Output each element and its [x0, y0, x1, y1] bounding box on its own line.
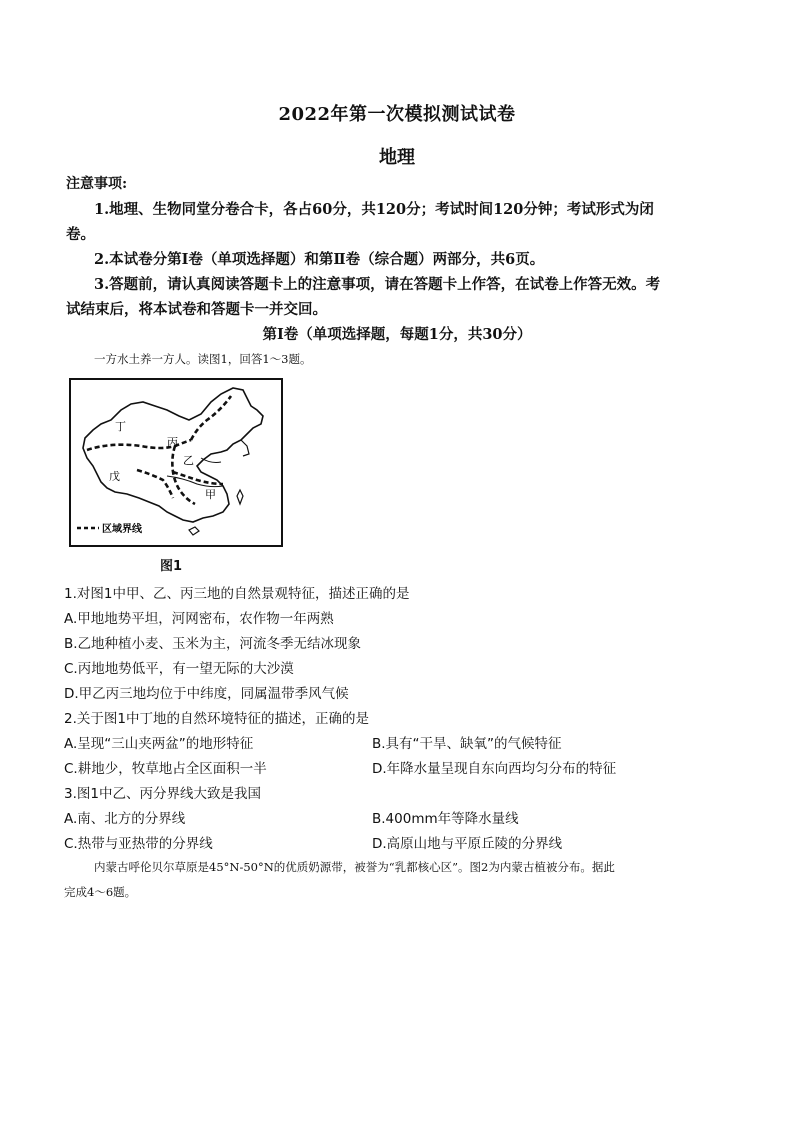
region-boundary-line	[137, 470, 173, 498]
question-3-option-a: A.南、北方的分界线	[64, 811, 186, 827]
region-label-ding: 丁	[115, 420, 126, 433]
question-2-option-a: A.呈现“三山夹两盆”的地形特征	[64, 736, 254, 752]
section-2-intro-line-1: 内蒙古呼伦贝尔草原是45°N-50°N的优质奶源带，被誉为“乳都核心区”。图2为内蒙古植被分布。据此	[94, 860, 615, 874]
notice-item-1-line-2: 卷。	[66, 226, 95, 243]
region-label-bing: 丙	[167, 436, 178, 449]
question-1-option-b: B.乙地种植小麦、玉米为主，河流冬季无结冰现象	[64, 636, 362, 652]
question-2-option-b: B.具有“干旱、缺氧”的气候特征	[372, 736, 562, 752]
notice-heading: 注意事项:	[66, 176, 128, 192]
question-1-option-a: A.甲地地势平坦，河网密布，农作物一年两熟	[64, 611, 334, 627]
region-label-jia: 甲	[205, 488, 216, 501]
map-coast-detail	[241, 440, 249, 456]
question-1-option-c: C.丙地地势低平，有一望无际的大沙漠	[64, 661, 294, 677]
question-2-stem: 2.关于图1中丁地的自然环境特征的描述，正确的是	[64, 711, 369, 727]
taiwan-island	[237, 490, 243, 504]
question-2-option-d: D.年降水量呈现自东向西均匀分布的特征	[372, 761, 617, 777]
region-label-wu: 戊	[109, 470, 120, 483]
exam-subject: 地理	[379, 147, 415, 168]
figure-1-map	[69, 378, 283, 547]
section-1-intro: 一方水土养一方人。读图1，回答1～3题。	[94, 352, 312, 366]
question-3-option-c: C.热带与亚热带的分界线	[64, 836, 213, 852]
section-1-title: 第Ⅰ卷（单项选择题，每题1分，共30分）	[262, 326, 532, 343]
question-3-option-d: D.高原山地与平原丘陵的分界线	[372, 836, 563, 852]
question-2-option-c: C.耕地少，牧草地占全区面积一半	[64, 761, 267, 777]
exam-title: 2022年第一次模拟测试试卷	[278, 104, 516, 125]
hainan-island	[189, 527, 199, 535]
legend-label: 区域界线	[102, 524, 142, 535]
notice-item-1-line-1: 1.地理、生物同堂分卷合卡，各占60分，共120分；考试时间120分钟；考试形式为闭	[94, 201, 654, 218]
notice-item-3-line-2: 试结束后，将本试卷和答题卡一并交回。	[66, 301, 327, 318]
question-1-option-d: D.甲乙丙三地均位于中纬度，同属温带季风气候	[64, 686, 349, 702]
notice-item-2: 2.本试卷分第Ⅰ卷（单项选择题）和第Ⅱ卷（综合题）两部分，共6页。	[94, 251, 545, 268]
china-map-outline	[71, 380, 281, 545]
notice-item-3-line-1: 3.答题前，请认真阅读答题卡上的注意事项，请在答题卡上作答，在试卷上作答无效。考	[94, 276, 661, 293]
question-3-stem: 3.图1中乙、丙分界线大致是我国	[64, 786, 261, 802]
question-1-stem: 1.对图1中甲、乙、丙三地的自然景观特征，描述正确的是	[64, 586, 410, 602]
question-3-option-b: B.400mm年等降水量线	[372, 811, 519, 827]
region-label-yi: 乙	[183, 454, 194, 467]
section-2-intro-line-2: 完成4～6题。	[64, 885, 137, 899]
figure-1-caption: 图1	[160, 559, 183, 574]
